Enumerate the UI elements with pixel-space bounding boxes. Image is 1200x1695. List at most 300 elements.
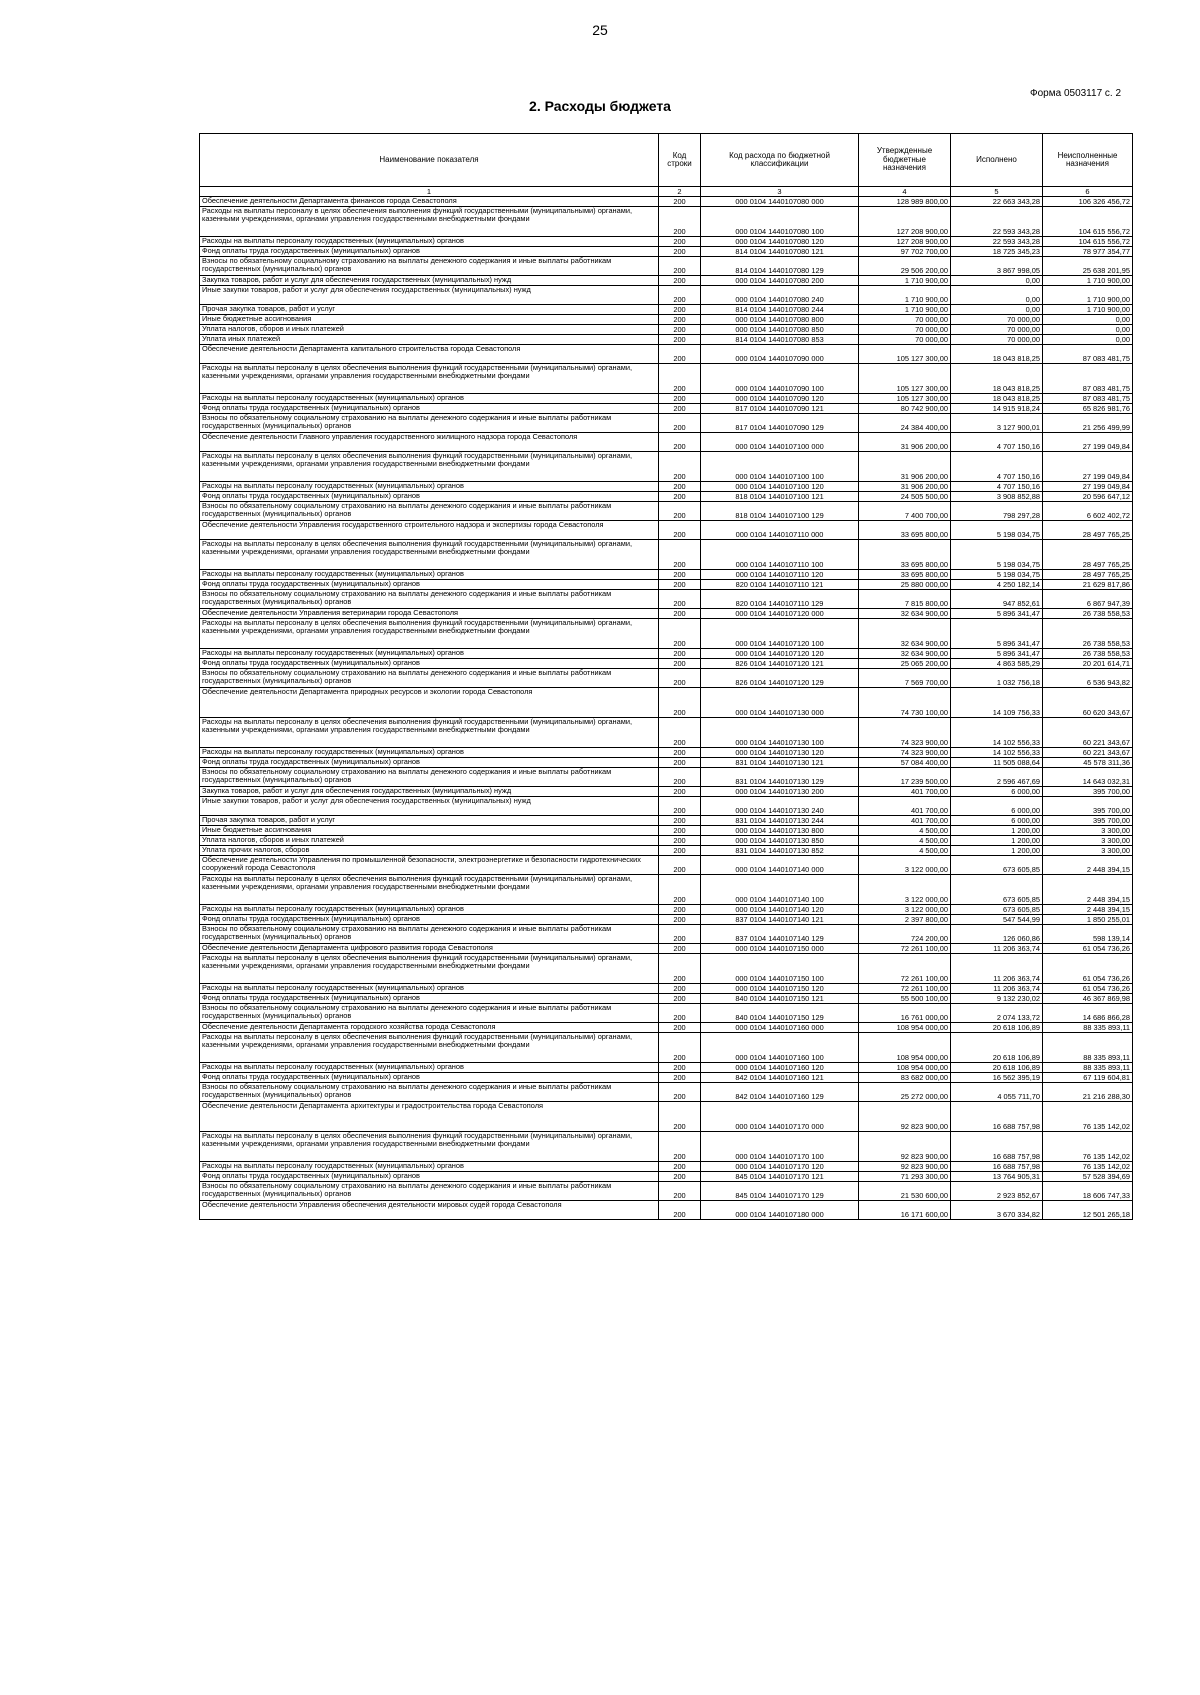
row-unexecuted-cell: 21 629 817,86 bbox=[1043, 580, 1133, 590]
row-unexecuted-cell: 88 335 893,11 bbox=[1043, 1033, 1133, 1063]
column-number: 4 bbox=[859, 187, 951, 197]
row-approved-cell: 72 261 100,00 bbox=[859, 954, 951, 984]
row-code-cell: 200 bbox=[659, 521, 701, 540]
row-executed-cell: 70 000,00 bbox=[951, 315, 1043, 325]
table-row bbox=[200, 257, 1133, 276]
row-approved-cell: 108 954 000,00 bbox=[859, 1063, 951, 1073]
row-executed-cell: 1 200,00 bbox=[951, 836, 1043, 846]
row-approved-cell: 401 700,00 bbox=[859, 797, 951, 816]
row-approved-cell: 33 695 800,00 bbox=[859, 540, 951, 570]
row-name-cell: Расходы на выплаты персоналу государственных (муниципальных) органов bbox=[200, 748, 659, 758]
row-classification-cell: 831 0104 1440107130 121 bbox=[701, 758, 859, 768]
row-approved-cell: 32 634 900,00 bbox=[859, 609, 951, 619]
row-classification-cell: 000 0104 1440107150 000 bbox=[701, 944, 859, 954]
row-code-cell: 200 bbox=[659, 570, 701, 580]
row-unexecuted-cell: 25 638 201,95 bbox=[1043, 257, 1133, 276]
row-unexecuted-cell: 27 199 049,84 bbox=[1043, 433, 1133, 452]
row-unexecuted-cell: 395 700,00 bbox=[1043, 816, 1133, 826]
row-name-cell: Уплата налогов, сборов и иных платежей bbox=[200, 836, 659, 846]
row-approved-cell: 401 700,00 bbox=[859, 787, 951, 797]
row-executed-cell: 16 688 757,98 bbox=[951, 1102, 1043, 1132]
row-unexecuted-cell: 6 602 402,72 bbox=[1043, 502, 1133, 521]
row-executed-cell: 4 055 711,70 bbox=[951, 1083, 1043, 1102]
row-classification-cell: 837 0104 1440107140 121 bbox=[701, 915, 859, 925]
row-name-cell: Расходы на выплаты персоналу в целях обеспечения выполнения функций государственными (муниципальными) органами, казенными учреждениями, органами управления государственными внебюджетными фондами bbox=[200, 364, 659, 394]
row-name-cell: Закупка товаров, работ и услуг для обеспечения государственных (муниципальных) нужд bbox=[200, 276, 659, 286]
row-code-cell: 200 bbox=[659, 768, 701, 787]
row-approved-cell: 16 761 000,00 bbox=[859, 1004, 951, 1023]
table-row bbox=[200, 1033, 1133, 1063]
row-executed-cell: 673 605,85 bbox=[951, 875, 1043, 905]
row-code-cell: 200 bbox=[659, 925, 701, 944]
row-unexecuted-cell: 14 643 032,31 bbox=[1043, 768, 1133, 787]
table-row bbox=[200, 452, 1133, 482]
row-code-cell: 200 bbox=[659, 257, 701, 276]
row-approved-cell: 4 500,00 bbox=[859, 836, 951, 846]
row-classification-cell: 000 0104 1440107140 100 bbox=[701, 875, 859, 905]
row-approved-cell: 72 261 100,00 bbox=[859, 984, 951, 994]
row-classification-cell: 000 0104 1440107090 000 bbox=[701, 345, 859, 364]
row-executed-cell: 22 593 343,28 bbox=[951, 207, 1043, 237]
table-row bbox=[200, 1162, 1133, 1172]
row-classification-cell: 814 0104 1440107080 129 bbox=[701, 257, 859, 276]
row-executed-cell: 11 206 363,74 bbox=[951, 984, 1043, 994]
header-unexecuted: Неисполненные назначения bbox=[1043, 134, 1133, 187]
table-row bbox=[200, 856, 1133, 875]
row-name-cell: Прочая закупка товаров, работ и услуг bbox=[200, 305, 659, 315]
row-approved-cell: 24 505 500,00 bbox=[859, 492, 951, 502]
row-approved-cell: 108 954 000,00 bbox=[859, 1023, 951, 1033]
row-code-cell: 200 bbox=[659, 1033, 701, 1063]
row-executed-cell: 6 000,00 bbox=[951, 797, 1043, 816]
row-executed-cell: 3 670 334,82 bbox=[951, 1201, 1043, 1220]
row-name-cell: Закупка товаров, работ и услуг для обеспечения государственных (муниципальных) нужд bbox=[200, 787, 659, 797]
row-executed-cell: 3 127 900,01 bbox=[951, 414, 1043, 433]
table-row bbox=[200, 826, 1133, 836]
row-unexecuted-cell: 46 367 869,98 bbox=[1043, 994, 1133, 1004]
table-row bbox=[200, 345, 1133, 364]
table-row bbox=[200, 915, 1133, 925]
row-approved-cell: 92 823 900,00 bbox=[859, 1102, 951, 1132]
row-unexecuted-cell: 28 497 765,25 bbox=[1043, 570, 1133, 580]
row-classification-cell: 000 0104 1440107130 200 bbox=[701, 787, 859, 797]
row-approved-cell: 21 530 600,00 bbox=[859, 1182, 951, 1201]
row-unexecuted-cell: 28 497 765,25 bbox=[1043, 521, 1133, 540]
row-code-cell: 200 bbox=[659, 1073, 701, 1083]
row-approved-cell: 32 634 900,00 bbox=[859, 649, 951, 659]
row-code-cell: 200 bbox=[659, 994, 701, 1004]
row-classification-cell: 831 0104 1440107130 129 bbox=[701, 768, 859, 787]
row-unexecuted-cell: 88 335 893,11 bbox=[1043, 1063, 1133, 1073]
row-approved-cell: 108 954 000,00 bbox=[859, 1033, 951, 1063]
row-approved-cell: 1 710 900,00 bbox=[859, 286, 951, 305]
row-name-cell: Обеспечение деятельности Управления ветеринарии города Севастополя bbox=[200, 609, 659, 619]
row-approved-cell: 55 500 100,00 bbox=[859, 994, 951, 1004]
row-classification-cell: 820 0104 1440107110 129 bbox=[701, 590, 859, 609]
row-name-cell: Фонд оплаты труда государственных (муниципальных) органов bbox=[200, 1073, 659, 1083]
row-classification-cell: 000 0104 1440107140 120 bbox=[701, 905, 859, 915]
row-name-cell: Уплата прочих налогов, сборов bbox=[200, 846, 659, 856]
row-classification-cell: 000 0104 1440107130 240 bbox=[701, 797, 859, 816]
row-code-cell: 200 bbox=[659, 414, 701, 433]
row-unexecuted-cell: 3 300,00 bbox=[1043, 836, 1133, 846]
row-name-cell: Взносы по обязательному социальному страхованию на выплаты денежного содержания и иные выплаты работникам государственных (муниципальных) органов bbox=[200, 502, 659, 521]
row-approved-cell: 74 730 100,00 bbox=[859, 688, 951, 718]
row-approved-cell: 7 400 700,00 bbox=[859, 502, 951, 521]
row-executed-cell: 16 688 757,98 bbox=[951, 1162, 1043, 1172]
row-name-cell: Уплата налогов, сборов и иных платежей bbox=[200, 325, 659, 335]
row-unexecuted-cell: 76 135 142,02 bbox=[1043, 1132, 1133, 1162]
row-name-cell: Взносы по обязательному социальному страхованию на выплаты денежного содержания и иные выплаты работникам государственных (муниципальных) органов bbox=[200, 257, 659, 276]
row-code-cell: 200 bbox=[659, 669, 701, 688]
table-row bbox=[200, 276, 1133, 286]
table-row bbox=[200, 649, 1133, 659]
row-executed-cell: 14 915 918,24 bbox=[951, 404, 1043, 414]
row-code-cell: 200 bbox=[659, 237, 701, 247]
row-executed-cell: 947 852,61 bbox=[951, 590, 1043, 609]
row-executed-cell: 20 618 106,89 bbox=[951, 1063, 1043, 1073]
table-row bbox=[200, 846, 1133, 856]
column-number-row bbox=[200, 187, 1133, 197]
row-name-cell: Обеспечение деятельности Управления по промышленной безопасности, электроэнергетике и безопасности гидротехнических сооружений города Севастополя bbox=[200, 856, 659, 875]
row-code-cell: 200 bbox=[659, 915, 701, 925]
row-code-cell: 200 bbox=[659, 954, 701, 984]
row-approved-cell: 127 208 900,00 bbox=[859, 207, 951, 237]
row-code-cell: 200 bbox=[659, 609, 701, 619]
row-name-cell: Расходы на выплаты персоналу в целях обеспечения выполнения функций государственными (муниципальными) органами, казенными учреждениями, органами управления государственными внебюджетными фондами bbox=[200, 207, 659, 237]
table-row bbox=[200, 492, 1133, 502]
row-unexecuted-cell: 0,00 bbox=[1043, 325, 1133, 335]
row-classification-cell: 000 0104 1440107080 100 bbox=[701, 207, 859, 237]
row-code-cell: 200 bbox=[659, 404, 701, 414]
row-approved-cell: 83 682 000,00 bbox=[859, 1073, 951, 1083]
row-approved-cell: 25 880 000,00 bbox=[859, 580, 951, 590]
row-classification-cell: 000 0104 1440107130 000 bbox=[701, 688, 859, 718]
row-executed-cell: 3 867 998,05 bbox=[951, 257, 1043, 276]
row-executed-cell: 4 707 150,16 bbox=[951, 433, 1043, 452]
row-unexecuted-cell: 20 596 647,12 bbox=[1043, 492, 1133, 502]
row-approved-cell: 25 065 200,00 bbox=[859, 659, 951, 669]
table-row bbox=[200, 590, 1133, 609]
row-executed-cell: 18 725 345,23 bbox=[951, 247, 1043, 257]
row-code-cell: 200 bbox=[659, 846, 701, 856]
row-approved-cell: 128 989 800,00 bbox=[859, 197, 951, 207]
row-classification-cell: 000 0104 1440107160 120 bbox=[701, 1063, 859, 1073]
row-unexecuted-cell: 104 615 556,72 bbox=[1043, 207, 1133, 237]
row-classification-cell: 826 0104 1440107120 121 bbox=[701, 659, 859, 669]
row-unexecuted-cell: 26 738 558,53 bbox=[1043, 649, 1133, 659]
row-unexecuted-cell: 3 300,00 bbox=[1043, 826, 1133, 836]
table-row bbox=[200, 540, 1133, 570]
table-row bbox=[200, 207, 1133, 237]
row-classification-cell: 000 0104 1440107170 000 bbox=[701, 1102, 859, 1132]
row-code-cell: 200 bbox=[659, 836, 701, 846]
table-row bbox=[200, 325, 1133, 335]
row-executed-cell: 20 618 106,89 bbox=[951, 1033, 1043, 1063]
row-classification-cell: 814 0104 1440107080 853 bbox=[701, 335, 859, 345]
row-executed-cell: 2 074 133,72 bbox=[951, 1004, 1043, 1023]
table-row bbox=[200, 1182, 1133, 1201]
table-row bbox=[200, 797, 1133, 816]
row-classification-cell: 000 0104 1440107110 100 bbox=[701, 540, 859, 570]
row-executed-cell: 1 032 756,18 bbox=[951, 669, 1043, 688]
row-classification-cell: 818 0104 1440107100 121 bbox=[701, 492, 859, 502]
column-number: 2 bbox=[659, 187, 701, 197]
row-executed-cell: 11 206 363,74 bbox=[951, 954, 1043, 984]
row-unexecuted-cell: 76 135 142,02 bbox=[1043, 1102, 1133, 1132]
row-name-cell: Взносы по обязательному социальному страхованию на выплаты денежного содержания и иные выплаты работникам государственных (муниципальных) органов bbox=[200, 925, 659, 944]
row-unexecuted-cell: 26 738 558,53 bbox=[1043, 619, 1133, 649]
row-executed-cell: 14 102 556,33 bbox=[951, 748, 1043, 758]
row-approved-cell: 24 384 400,00 bbox=[859, 414, 951, 433]
row-name-cell: Обеспечение деятельности Департамента цифрового развития города Севастополя bbox=[200, 944, 659, 954]
row-executed-cell: 11 206 363,74 bbox=[951, 944, 1043, 954]
row-classification-cell: 845 0104 1440107170 121 bbox=[701, 1172, 859, 1182]
row-classification-cell: 814 0104 1440107080 121 bbox=[701, 247, 859, 257]
table-row bbox=[200, 944, 1133, 954]
table-row bbox=[200, 580, 1133, 590]
row-unexecuted-cell: 61 054 736,26 bbox=[1043, 954, 1133, 984]
row-name-cell: Прочая закупка товаров, работ и услуг bbox=[200, 816, 659, 826]
row-approved-cell: 105 127 300,00 bbox=[859, 345, 951, 364]
table-row bbox=[200, 482, 1133, 492]
row-unexecuted-cell: 395 700,00 bbox=[1043, 797, 1133, 816]
row-approved-cell: 4 500,00 bbox=[859, 846, 951, 856]
table-row bbox=[200, 286, 1133, 305]
row-approved-cell: 71 293 300,00 bbox=[859, 1172, 951, 1182]
row-code-cell: 200 bbox=[659, 1102, 701, 1132]
row-code-cell: 200 bbox=[659, 1162, 701, 1172]
row-code-cell: 200 bbox=[659, 619, 701, 649]
row-executed-cell: 14 102 556,33 bbox=[951, 718, 1043, 748]
row-classification-cell: 840 0104 1440107150 129 bbox=[701, 1004, 859, 1023]
row-approved-cell: 74 323 900,00 bbox=[859, 748, 951, 758]
row-classification-cell: 000 0104 1440107080 850 bbox=[701, 325, 859, 335]
row-name-cell: Расходы на выплаты персоналу в целях обеспечения выполнения функций государственными (муниципальными) органами, казенными учреждениями, органами управления государственными внебюджетными фондами bbox=[200, 452, 659, 482]
row-unexecuted-cell: 6 867 947,39 bbox=[1043, 590, 1133, 609]
table-row bbox=[200, 433, 1133, 452]
row-executed-cell: 4 863 585,29 bbox=[951, 659, 1043, 669]
row-unexecuted-cell: 57 528 394,69 bbox=[1043, 1172, 1133, 1182]
table-row bbox=[200, 1023, 1133, 1033]
row-name-cell: Расходы на выплаты персоналу государственных (муниципальных) органов bbox=[200, 237, 659, 247]
table-row bbox=[200, 247, 1133, 257]
row-unexecuted-cell: 87 083 481,75 bbox=[1043, 364, 1133, 394]
table-row bbox=[200, 1004, 1133, 1023]
row-classification-cell: 000 0104 1440107170 100 bbox=[701, 1132, 859, 1162]
row-code-cell: 200 bbox=[659, 325, 701, 335]
row-executed-cell: 9 132 230,02 bbox=[951, 994, 1043, 1004]
row-approved-cell: 7 569 700,00 bbox=[859, 669, 951, 688]
row-unexecuted-cell: 1 710 900,00 bbox=[1043, 276, 1133, 286]
row-approved-cell: 31 906 200,00 bbox=[859, 482, 951, 492]
row-unexecuted-cell: 2 448 394,15 bbox=[1043, 875, 1133, 905]
row-executed-cell: 18 043 818,25 bbox=[951, 364, 1043, 394]
row-name-cell: Фонд оплаты труда государственных (муниципальных) органов bbox=[200, 1172, 659, 1182]
row-unexecuted-cell: 20 201 614,71 bbox=[1043, 659, 1133, 669]
row-name-cell: Расходы на выплаты персоналу государственных (муниципальных) органов bbox=[200, 394, 659, 404]
row-approved-cell: 724 200,00 bbox=[859, 925, 951, 944]
row-code-cell: 200 bbox=[659, 758, 701, 768]
row-approved-cell: 1 710 900,00 bbox=[859, 276, 951, 286]
row-approved-cell: 7 815 800,00 bbox=[859, 590, 951, 609]
row-approved-cell: 72 261 100,00 bbox=[859, 944, 951, 954]
row-name-cell: Взносы по обязательному социальному страхованию на выплаты денежного содержания и иные выплаты работникам государственных (муниципальных) органов bbox=[200, 590, 659, 609]
row-unexecuted-cell: 2 448 394,15 bbox=[1043, 856, 1133, 875]
header-executed: Исполнено bbox=[951, 134, 1043, 187]
row-approved-cell: 97 702 700,00 bbox=[859, 247, 951, 257]
row-executed-cell: 5 198 034,75 bbox=[951, 521, 1043, 540]
row-code-cell: 200 bbox=[659, 394, 701, 404]
row-classification-cell: 000 0104 1440107100 000 bbox=[701, 433, 859, 452]
row-classification-cell: 000 0104 1440107100 100 bbox=[701, 452, 859, 482]
row-executed-cell: 0,00 bbox=[951, 305, 1043, 315]
row-classification-cell: 000 0104 1440107130 800 bbox=[701, 826, 859, 836]
row-code-cell: 200 bbox=[659, 305, 701, 315]
table-row bbox=[200, 197, 1133, 207]
row-unexecuted-cell: 61 054 736,26 bbox=[1043, 984, 1133, 994]
row-name-cell: Расходы на выплаты персоналу государственных (муниципальных) органов bbox=[200, 570, 659, 580]
form-code: Форма 0503117 с. 2 bbox=[1030, 88, 1122, 99]
row-classification-cell: 831 0104 1440107130 244 bbox=[701, 816, 859, 826]
row-name-cell: Взносы по обязательному социальному страхованию на выплаты денежного содержания и иные выплаты работникам государственных (муниципальных) органов bbox=[200, 669, 659, 688]
row-classification-cell: 817 0104 1440107090 121 bbox=[701, 404, 859, 414]
row-classification-cell: 842 0104 1440107160 121 bbox=[701, 1073, 859, 1083]
column-number: 1 bbox=[200, 187, 659, 197]
row-code-cell: 200 bbox=[659, 247, 701, 257]
row-executed-cell: 11 505 088,64 bbox=[951, 758, 1043, 768]
table-row bbox=[200, 502, 1133, 521]
row-executed-cell: 6 000,00 bbox=[951, 816, 1043, 826]
header-code: Код строки bbox=[659, 134, 701, 187]
row-code-cell: 200 bbox=[659, 1004, 701, 1023]
row-code-cell: 200 bbox=[659, 856, 701, 875]
row-approved-cell: 17 239 500,00 bbox=[859, 768, 951, 787]
table-row bbox=[200, 718, 1133, 748]
row-unexecuted-cell: 21 216 288,30 bbox=[1043, 1083, 1133, 1102]
row-code-cell: 200 bbox=[659, 590, 701, 609]
table-row bbox=[200, 364, 1133, 394]
row-unexecuted-cell: 21 256 499,99 bbox=[1043, 414, 1133, 433]
row-classification-cell: 000 0104 1440107150 120 bbox=[701, 984, 859, 994]
row-approved-cell: 92 823 900,00 bbox=[859, 1162, 951, 1172]
row-executed-cell: 3 908 852,88 bbox=[951, 492, 1043, 502]
row-classification-cell: 845 0104 1440107170 129 bbox=[701, 1182, 859, 1201]
row-name-cell: Иные закупки товаров, работ и услуг для обеспечения государственных (муниципальных) нужд bbox=[200, 797, 659, 816]
row-code-cell: 200 bbox=[659, 197, 701, 207]
table-row bbox=[200, 659, 1133, 669]
row-code-cell: 200 bbox=[659, 649, 701, 659]
row-executed-cell: 14 109 756,33 bbox=[951, 688, 1043, 718]
row-name-cell: Уплата иных платежей bbox=[200, 335, 659, 345]
table-row bbox=[200, 404, 1133, 414]
row-executed-cell: 4 707 150,16 bbox=[951, 452, 1043, 482]
row-executed-cell: 16 562 395,19 bbox=[951, 1073, 1043, 1083]
row-approved-cell: 2 397 800,00 bbox=[859, 915, 951, 925]
row-classification-cell: 000 0104 1440107080 240 bbox=[701, 286, 859, 305]
row-approved-cell: 25 272 000,00 bbox=[859, 1083, 951, 1102]
row-name-cell: Обеспечение деятельности Департамента городского хозяйства города Севастополя bbox=[200, 1023, 659, 1033]
row-code-cell: 200 bbox=[659, 944, 701, 954]
table-row bbox=[200, 1172, 1133, 1182]
row-code-cell: 200 bbox=[659, 1201, 701, 1220]
row-classification-cell: 000 0104 1440107090 120 bbox=[701, 394, 859, 404]
row-name-cell: Фонд оплаты труда государственных (муниципальных) органов bbox=[200, 994, 659, 1004]
row-unexecuted-cell: 2 448 394,15 bbox=[1043, 905, 1133, 915]
row-name-cell: Расходы на выплаты персоналу в целях обеспечения выполнения функций государственными (муниципальными) органами, казенными учреждениями, органами управления государственными внебюджетными фондами bbox=[200, 954, 659, 984]
table-header-row bbox=[200, 134, 1133, 187]
row-name-cell: Фонд оплаты труда государственных (муниципальных) органов bbox=[200, 404, 659, 414]
table-row bbox=[200, 994, 1133, 1004]
row-unexecuted-cell: 61 054 736,26 bbox=[1043, 944, 1133, 954]
table-row bbox=[200, 394, 1133, 404]
row-classification-cell: 000 0104 1440107130 100 bbox=[701, 718, 859, 748]
row-code-cell: 200 bbox=[659, 748, 701, 758]
header-name: Наименование показателя bbox=[200, 134, 659, 187]
table-row bbox=[200, 925, 1133, 944]
row-executed-cell: 798 297,28 bbox=[951, 502, 1043, 521]
table-row bbox=[200, 1201, 1133, 1220]
row-code-cell: 200 bbox=[659, 1023, 701, 1033]
row-name-cell: Расходы на выплаты персоналу государственных (муниципальных) органов bbox=[200, 482, 659, 492]
row-approved-cell: 31 906 200,00 bbox=[859, 452, 951, 482]
row-unexecuted-cell: 0,00 bbox=[1043, 335, 1133, 345]
row-executed-cell: 126 060,86 bbox=[951, 925, 1043, 944]
row-classification-cell: 842 0104 1440107160 129 bbox=[701, 1083, 859, 1102]
row-approved-cell: 105 127 300,00 bbox=[859, 364, 951, 394]
row-name-cell: Расходы на выплаты персоналу государственных (муниципальных) органов bbox=[200, 1063, 659, 1073]
row-code-cell: 200 bbox=[659, 502, 701, 521]
row-classification-cell: 000 0104 1440107130 120 bbox=[701, 748, 859, 758]
row-unexecuted-cell: 1 850 255,01 bbox=[1043, 915, 1133, 925]
table-row bbox=[200, 305, 1133, 315]
row-executed-cell: 70 000,00 bbox=[951, 335, 1043, 345]
table-row bbox=[200, 237, 1133, 247]
row-approved-cell: 57 084 400,00 bbox=[859, 758, 951, 768]
row-name-cell: Расходы на выплаты персоналу государственных (муниципальных) органов bbox=[200, 1162, 659, 1172]
table-row bbox=[200, 414, 1133, 433]
row-approved-cell: 29 506 200,00 bbox=[859, 257, 951, 276]
row-approved-cell: 33 695 800,00 bbox=[859, 570, 951, 580]
row-approved-cell: 70 000,00 bbox=[859, 315, 951, 325]
row-name-cell: Фонд оплаты труда государственных (муниципальных) органов bbox=[200, 247, 659, 257]
row-unexecuted-cell: 3 300,00 bbox=[1043, 846, 1133, 856]
row-approved-cell: 92 823 900,00 bbox=[859, 1132, 951, 1162]
row-unexecuted-cell: 88 335 893,11 bbox=[1043, 1023, 1133, 1033]
table-row bbox=[200, 875, 1133, 905]
row-code-cell: 200 bbox=[659, 315, 701, 325]
table-row bbox=[200, 609, 1133, 619]
row-classification-cell: 000 0104 1440107080 200 bbox=[701, 276, 859, 286]
row-name-cell: Расходы на выплаты персоналу в целях обеспечения выполнения функций государственными (муниципальными) органами, казенными учреждениями, органами управления государственными внебюджетными фондами bbox=[200, 540, 659, 570]
row-unexecuted-cell: 18 606 747,33 bbox=[1043, 1182, 1133, 1201]
row-executed-cell: 5 896 341,47 bbox=[951, 649, 1043, 659]
row-code-cell: 200 bbox=[659, 482, 701, 492]
row-code-cell: 200 bbox=[659, 826, 701, 836]
row-classification-cell: 000 0104 1440107080 120 bbox=[701, 237, 859, 247]
row-name-cell: Иные бюджетные ассигнования bbox=[200, 826, 659, 836]
row-executed-cell: 6 000,00 bbox=[951, 787, 1043, 797]
row-classification-cell: 826 0104 1440107120 129 bbox=[701, 669, 859, 688]
row-classification-cell: 000 0104 1440107110 120 bbox=[701, 570, 859, 580]
row-name-cell: Взносы по обязательному социальному страхованию на выплаты денежного содержания и иные выплаты работникам государственных (муниципальных) органов bbox=[200, 1083, 659, 1102]
row-code-cell: 200 bbox=[659, 905, 701, 915]
row-code-cell: 200 bbox=[659, 659, 701, 669]
row-approved-cell: 74 323 900,00 bbox=[859, 718, 951, 748]
table-row bbox=[200, 570, 1133, 580]
table-row bbox=[200, 905, 1133, 915]
row-code-cell: 200 bbox=[659, 1083, 701, 1102]
